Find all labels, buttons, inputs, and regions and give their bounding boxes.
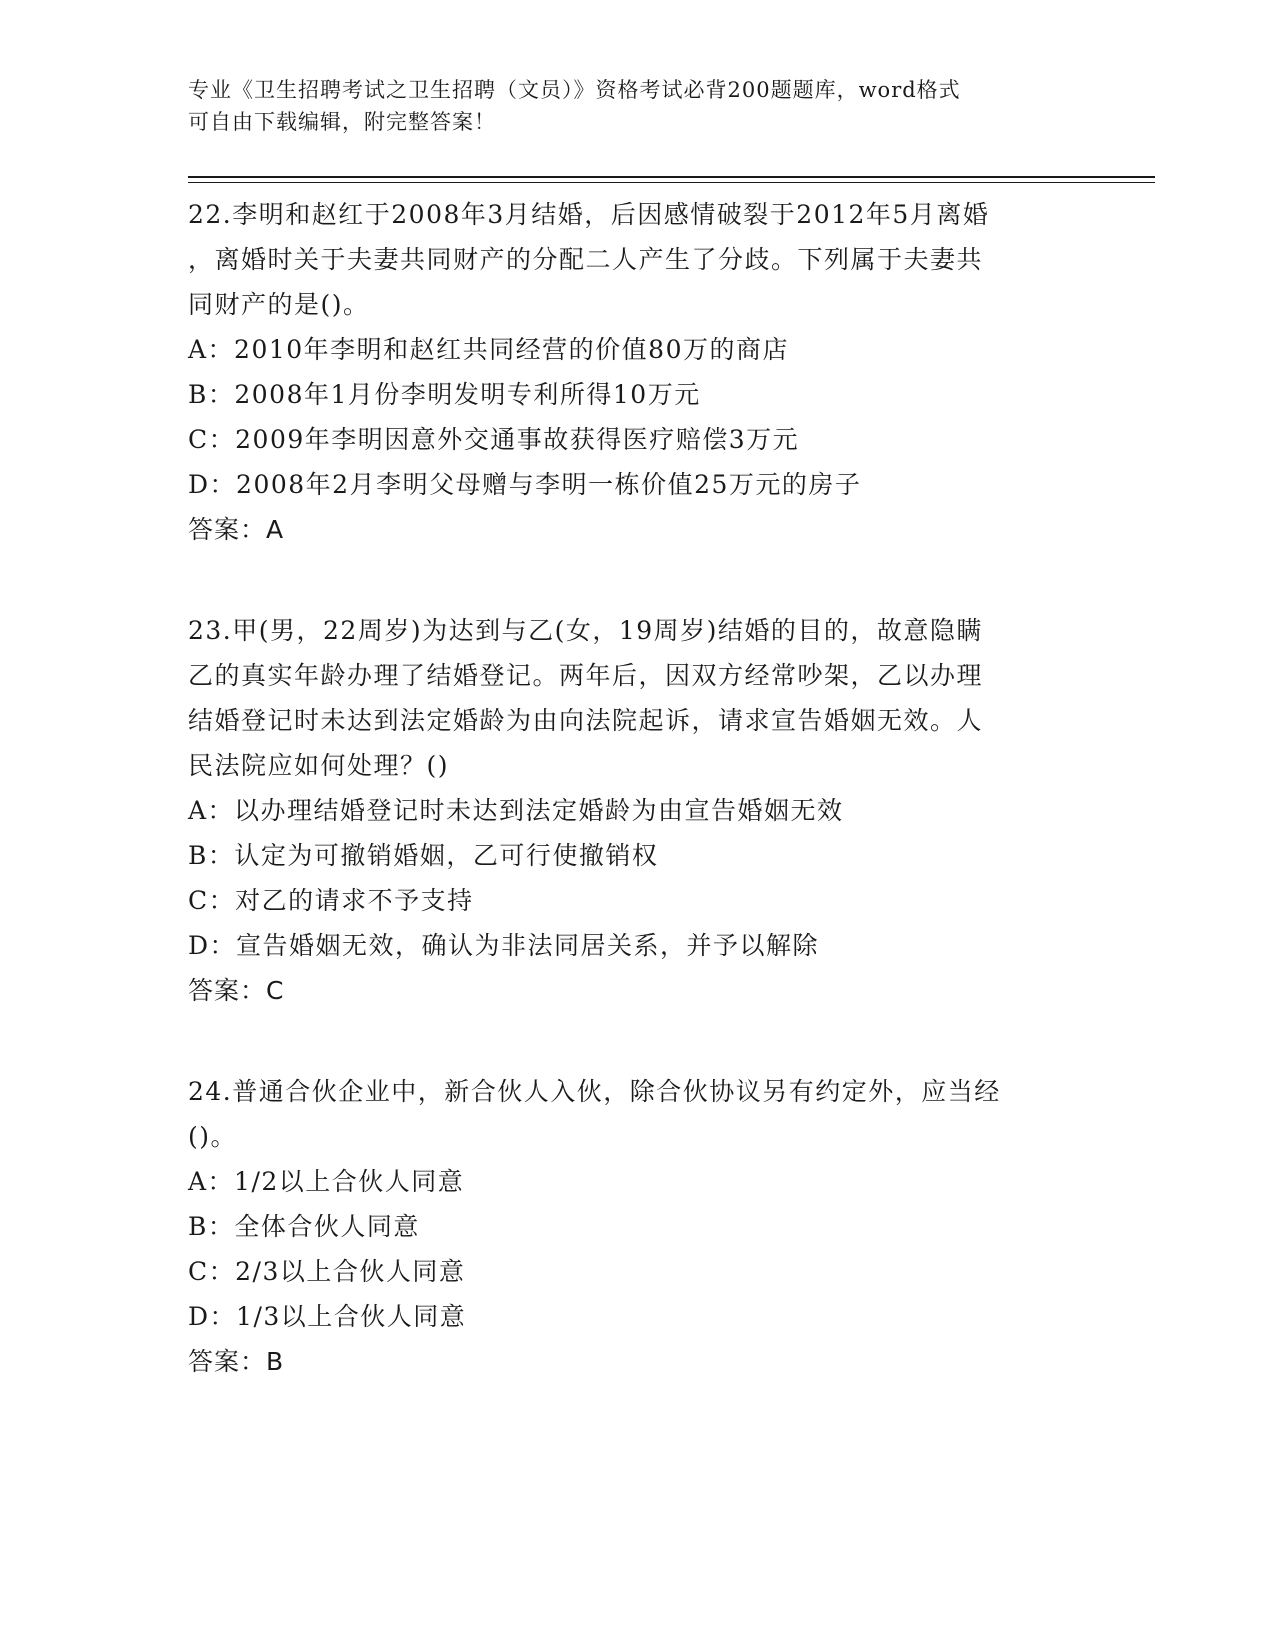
question-stem: 24.普通合伙企业中，新合伙人入伙，除合伙协议另有约定外，应当经 ()。 [188,1077,1001,1151]
header-divider-thin [188,182,1155,183]
option-d: D：1/3以上合伙人同意 [188,1302,467,1331]
option-a: A：2010年李明和赵红共同经营的价值80万的商店 [188,335,789,364]
question-23 [188,608,1088,1013]
question-stem: 22.李明和赵红于2008年3月结婚，后因感情破裂于2012年5月离婚 ，离婚时关于夫妻共同财产的分配二人产生了分歧。下列属于夫妻共 同财产的是()。 [188,200,990,319]
option-b: B：认定为可撤销婚姻，乙可行使撤销权 [188,841,659,870]
answer: 答案：C [188,976,285,1005]
answer: 答案：A [188,515,285,544]
answer: 答案：B [188,1347,285,1376]
question-list [188,192,1088,1440]
option-c: C：2/3以上合伙人同意 [188,1257,466,1286]
option-a: A：1/2以上合伙人同意 [188,1167,465,1196]
header-divider-thick [188,176,1155,178]
option-b: B：2008年1月份李明发明专利所得10万元 [188,380,701,409]
option-c: C：2009年李明因意外交通事故获得医疗赔偿3万元 [188,425,800,454]
question-24 [188,1069,1088,1384]
document-header: 专业《卫生招聘考试之卫生招聘（文员）》资格考试必背200题题库，word格式 可自由下载编辑，附完整答案！ [188,78,961,134]
option-a: A：以办理结婚登记时未达到法定婚龄为由宣告婚姻无效 [188,796,844,825]
option-b: B：全体合伙人同意 [188,1212,420,1241]
option-d: D：2008年2月李明父母赠与李明一栋价值25万元的房子 [188,470,862,499]
question-stem: 23.甲(男，22周岁)为达到与乙(女，19周岁)结婚的目的，故意隐瞒 乙的真实年龄办理了结婚登记。两年后，因双方经常吵架，乙以办理 结婚登记时未达到法定婚龄为由向法院起诉，请求宣告婚姻无效。人 民法院应如何处理？() [188,616,984,780]
question-22 [188,192,1088,552]
option-c: C：对乙的请求不予支持 [188,886,474,915]
option-d: D：宣告婚姻无效，确认为非法同居关系，并予以解除 [188,931,820,960]
